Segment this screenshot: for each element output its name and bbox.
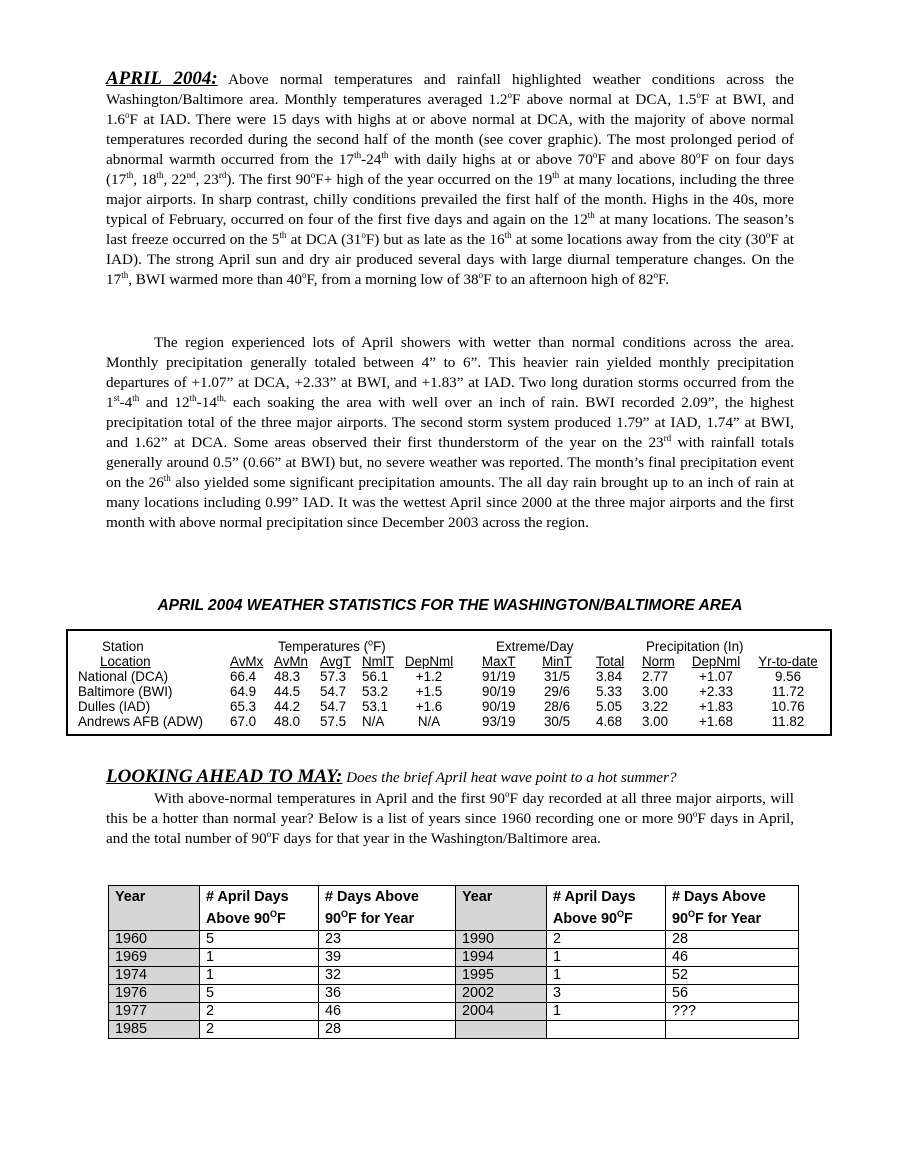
may-title: LOOKING AHEAD TO MAY: bbox=[106, 766, 343, 787]
stats-cell: 57.3 bbox=[320, 669, 347, 684]
stats-cell: 31/5 bbox=[543, 669, 571, 684]
superscript: o bbox=[695, 149, 701, 160]
text-run: F above normal at DCA, 1.5 bbox=[512, 91, 697, 108]
group-precipitation: Precipitation (In) bbox=[646, 639, 744, 654]
stats-cell: 53.1 bbox=[362, 699, 389, 714]
stats-cell: 56.1 bbox=[362, 669, 389, 684]
years-cell: 1974 bbox=[109, 967, 200, 985]
april-title: APRIL 2004: bbox=[106, 68, 218, 89]
header-line-1: # Days Above bbox=[672, 889, 766, 905]
years-table bbox=[108, 885, 799, 1039]
text-run: , 18 bbox=[133, 171, 157, 188]
stats-cell: 28/6 bbox=[543, 699, 571, 714]
stats-column-header: NmlT bbox=[362, 654, 394, 669]
years-cell: 1976 bbox=[109, 985, 200, 1003]
superscript: th bbox=[381, 149, 389, 160]
years-cell: 46 bbox=[666, 949, 799, 967]
years-cell: 56 bbox=[666, 985, 799, 1003]
superscript: th bbox=[156, 169, 164, 180]
stats-cell: 66.4 bbox=[230, 669, 257, 684]
years-cell: 1995 bbox=[456, 967, 547, 985]
header-line-2: Above $90^OF$ bbox=[206, 909, 286, 927]
superscript: th, bbox=[216, 392, 227, 403]
text-run: F on four days (17 bbox=[106, 151, 795, 188]
stats-column-header: AvMn bbox=[274, 654, 308, 669]
text-run: -14 bbox=[196, 394, 217, 411]
years-cell: 2 bbox=[200, 1021, 319, 1039]
years-cell: 1 bbox=[547, 1003, 666, 1021]
years-column-header bbox=[456, 886, 547, 931]
stats-column-header: AvgT bbox=[320, 654, 352, 669]
header-line-1: # April Days bbox=[206, 889, 289, 905]
years-cell bbox=[547, 1021, 666, 1039]
group-extreme: Extreme/Day bbox=[496, 639, 574, 654]
text-run: F at BWI, and 1.6 bbox=[106, 91, 794, 128]
text-run: F) but as late as the 16 bbox=[365, 231, 505, 248]
years-column-header bbox=[666, 886, 799, 931]
stats-cell: +1.2 bbox=[415, 669, 443, 684]
stats-cell: 9.56 bbox=[774, 669, 802, 684]
superscript: o bbox=[692, 808, 698, 819]
text-run: With above-normal temperatures in April and the first 90 bbox=[154, 790, 505, 807]
stats-cell: 5.05 bbox=[596, 699, 623, 714]
years-table-row bbox=[109, 949, 799, 967]
superscript: o bbox=[361, 229, 366, 240]
years-column-header bbox=[547, 886, 666, 931]
stats-column-header: MaxT bbox=[482, 654, 516, 669]
text-run: each soaking the area with well over an inch of rain. BWI recorded 2.09”, the highest precipitation total of the three major airports. The second storm system produced 1.79” at IAD, 1.74” at BWI, and 1.62” at DCA. Some areas observed their first thunderstorm of the year on the 23 bbox=[106, 394, 794, 451]
stats-cell: N/A bbox=[362, 714, 385, 729]
stats-column-header: Location bbox=[100, 654, 151, 669]
text-run: F at IAD. There were 15 days with highs at or above normal at DCA, with the majority of above normal temperatures recorded during the second half of the month (see cover graphic). The most prolonged period of abnormal warmth occurred from the 17 bbox=[106, 111, 794, 168]
stats-cell: 4.68 bbox=[596, 714, 623, 729]
years-cell: 32 bbox=[319, 967, 456, 985]
years-table-row bbox=[109, 1003, 799, 1021]
years-cell: ??? bbox=[666, 1003, 799, 1021]
stats-cell: +1.6 bbox=[415, 699, 443, 714]
stats-column-header: DepNml bbox=[691, 654, 741, 669]
years-cell: 52 bbox=[666, 967, 799, 985]
superscript: o bbox=[124, 109, 130, 120]
april-paragraph-1 bbox=[106, 69, 794, 290]
stats-cell: 48.3 bbox=[274, 669, 301, 684]
years-cell: 1960 bbox=[109, 931, 200, 949]
superscript: rd bbox=[218, 169, 227, 180]
superscript: o bbox=[592, 149, 598, 160]
stats-cell: 53.2 bbox=[362, 684, 389, 699]
header-line-1: Year bbox=[115, 889, 146, 905]
stats-cell: 10.76 bbox=[771, 699, 805, 714]
years-column-header bbox=[319, 886, 456, 931]
header-line-2: $90^OF$ for Year bbox=[325, 909, 415, 927]
stats-cell: 91/19 bbox=[482, 669, 516, 684]
years-cell: 1969 bbox=[109, 949, 200, 967]
stats-column-header: Norm bbox=[642, 654, 675, 669]
years-cell: 1 bbox=[547, 949, 666, 967]
may-body bbox=[106, 790, 794, 847]
may-subtitle: Does the brief April heat wave point to a hot summer? bbox=[342, 769, 677, 786]
superscript: th bbox=[189, 392, 197, 403]
header-line-1: # Days Above bbox=[325, 889, 419, 905]
stats-cell: 54.7 bbox=[320, 699, 347, 714]
text-run: at some locations away from the city (30 bbox=[511, 231, 766, 248]
stats-cell: 5.33 bbox=[596, 684, 623, 699]
text-run: and 12 bbox=[139, 394, 190, 411]
stats-cell: N/A bbox=[417, 714, 441, 729]
text-run: Above normal temperatures and rainfall highlighted weather conditions across the Washington/Baltimore area. Monthly temperatures averaged 1.2 bbox=[106, 71, 794, 108]
years-cell: 39 bbox=[319, 949, 456, 967]
stats-cell: 2.77 bbox=[642, 669, 669, 684]
stats-column-header: AvMx bbox=[230, 654, 264, 669]
stats-column-header: Yr-to-date bbox=[758, 654, 818, 669]
stats-cell: National (DCA) bbox=[78, 669, 169, 684]
stats-column-header: Total bbox=[596, 654, 625, 669]
stats-cell: 64.9 bbox=[230, 684, 257, 699]
superscript: o bbox=[765, 229, 771, 240]
stats-cell: 3.00 bbox=[642, 714, 669, 729]
years-cell: 1 bbox=[200, 949, 319, 967]
group-temperatures: Temperatures ($^o$F) bbox=[278, 637, 386, 654]
years-column-header bbox=[109, 886, 200, 931]
years-cell: 1994 bbox=[456, 949, 547, 967]
years-cell: 2 bbox=[200, 1003, 319, 1021]
superscript: o bbox=[696, 89, 701, 100]
text-run: F days in April, and the total number of 90 bbox=[106, 810, 794, 847]
stats-cell: 11.82 bbox=[771, 714, 805, 729]
stats-cell: 90/19 bbox=[482, 699, 516, 714]
years-cell: 46 bbox=[319, 1003, 456, 1021]
stats-cell: 90/19 bbox=[482, 684, 516, 699]
years-table-row bbox=[109, 985, 799, 1003]
years-cell: 23 bbox=[319, 931, 456, 949]
april-p2-body bbox=[106, 334, 794, 531]
superscript: th bbox=[504, 229, 512, 240]
text-run: F+ high of the year occurred on the 19 bbox=[315, 171, 553, 188]
text-run: F. bbox=[658, 271, 670, 288]
stats-cell: 3.00 bbox=[642, 684, 669, 699]
stats-cell: Dulles (IAD) bbox=[78, 699, 151, 714]
text-run: -24 bbox=[361, 151, 382, 168]
stats-cell: 93/19 bbox=[482, 714, 516, 729]
text-run: with rainfall totals generally around 0.5” (0.66” at BWI) but, no severe weather was reported. The month’s final precipitation event on the 26 bbox=[106, 434, 794, 491]
superscript: th bbox=[279, 229, 287, 240]
superscript: st bbox=[113, 392, 120, 403]
superscript: rd bbox=[663, 432, 672, 443]
years-header-row bbox=[109, 886, 799, 931]
years-cell: 3 bbox=[547, 985, 666, 1003]
years-cell: 5 bbox=[200, 931, 319, 949]
stats-cell: 30/5 bbox=[543, 714, 571, 729]
years-cell: 2 bbox=[547, 931, 666, 949]
text-run: with daily highs at or above 70 bbox=[388, 151, 593, 168]
years-column-header bbox=[200, 886, 319, 931]
april-p1-body bbox=[106, 71, 794, 288]
superscript: th bbox=[163, 472, 171, 483]
text-run: at many locations, including the three major airports. In sharp contrast, chilly conditions prevailed the first half of the month. Highs in the 40s, more typical of February, occurred on four of the first five days and again on the 12 bbox=[106, 171, 795, 228]
years-cell: 2002 bbox=[456, 985, 547, 1003]
superscript: o bbox=[310, 169, 316, 180]
years-cell: 36 bbox=[319, 985, 456, 1003]
stats-table bbox=[66, 629, 832, 736]
stats-cell: Andrews AFB (ADW) bbox=[78, 714, 204, 729]
years-cell: 1 bbox=[547, 967, 666, 985]
text-run: F and above 80 bbox=[597, 151, 696, 168]
superscript: o bbox=[478, 269, 484, 280]
text-run: also yielded some significant precipitation amounts. The all day rain brought up to an inch of rain at many locations including 0.99” IAD. It was the wettest April since 2000 at the three major airports and the first month with above normal precipitation since December 2003 across the region. bbox=[106, 474, 794, 531]
april-paragraph-2 bbox=[106, 333, 794, 533]
text-run: , 22 bbox=[163, 171, 187, 188]
text-run: F, from a morning low of 38 bbox=[306, 271, 479, 288]
years-cell: 1985 bbox=[109, 1021, 200, 1039]
superscript: th bbox=[587, 209, 595, 220]
header-line-1: Year bbox=[462, 889, 493, 905]
text-run: F at IAD). The strong April sun and dry air produced several days with large diurnal temperature changes. On the 17 bbox=[106, 231, 794, 288]
text-run: F days for that year in the Washington/Baltimore area. bbox=[271, 830, 601, 847]
may-heading-line bbox=[106, 767, 794, 788]
text-run: ). The first 90 bbox=[226, 171, 311, 188]
stats-cell: 44.5 bbox=[274, 684, 301, 699]
stats-column-header: MinT bbox=[542, 654, 572, 669]
superscript: o bbox=[301, 269, 307, 280]
header-line-2: $90^OF$ for Year bbox=[672, 909, 762, 927]
stats-column-header: DepNml bbox=[404, 654, 454, 669]
years-table-row bbox=[109, 931, 799, 949]
text-run: F to an afternoon high of 82 bbox=[483, 271, 654, 288]
years-cell: 28 bbox=[666, 931, 799, 949]
stats-cell: 67.0 bbox=[230, 714, 257, 729]
superscript: th bbox=[552, 169, 560, 180]
header-line-1: # April Days bbox=[553, 889, 636, 905]
stats-cell: 11.72 bbox=[771, 684, 805, 699]
stats-heading: APRIL 2004 WEATHER STATISTICS FOR THE WASHINGTON/BALTIMORE AREA bbox=[157, 597, 743, 614]
superscript: o bbox=[504, 788, 510, 799]
years-cell: 28 bbox=[319, 1021, 456, 1039]
years-cell: 1990 bbox=[456, 931, 547, 949]
stats-cell: +2.33 bbox=[699, 684, 733, 699]
superscript: th bbox=[354, 149, 362, 160]
superscript: nd bbox=[186, 169, 196, 180]
stats-cell: 3.84 bbox=[596, 669, 623, 684]
header-line-2: Above $90^OF$ bbox=[553, 909, 633, 927]
stats-cell: 44.2 bbox=[274, 699, 301, 714]
years-cell: 2004 bbox=[456, 1003, 547, 1021]
stats-cell: 29/6 bbox=[543, 684, 571, 699]
stats-cell: 65.3 bbox=[230, 699, 257, 714]
stats-cell: +1.5 bbox=[415, 684, 443, 699]
stats-cell: 3.22 bbox=[642, 699, 669, 714]
text-run: -4 bbox=[119, 394, 133, 411]
superscript: o bbox=[507, 89, 513, 100]
superscript: o bbox=[266, 828, 272, 839]
superscript: th bbox=[132, 392, 140, 403]
superscript: th bbox=[126, 169, 134, 180]
stats-cell: 48.0 bbox=[274, 714, 301, 729]
text-run: F day recorded at all three major airports, will this be a hotter than normal year? Below is a list of years since 1960 recording one or more 90 bbox=[106, 790, 794, 827]
years-table-row bbox=[109, 1021, 799, 1039]
may-paragraph bbox=[106, 789, 794, 849]
years-cell bbox=[666, 1021, 799, 1039]
superscript: o bbox=[653, 269, 659, 280]
stats-cell: Baltimore (BWI) bbox=[78, 684, 173, 699]
years-cell bbox=[456, 1021, 547, 1039]
years-cell: 1 bbox=[200, 967, 319, 985]
stats-cell: 57.5 bbox=[320, 714, 347, 729]
years-cell: 5 bbox=[200, 985, 319, 1003]
stats-cell: +1.07 bbox=[699, 669, 733, 684]
text-run: The region experienced lots of April showers with wetter than normal conditions across the area. Monthly precipitation generally totaled between 4” to 6”. This heavier rain yielded monthly precipitation departures of +1.07” at DCA, +2.33” at BWI, and +1.83” at IAD. Two long duration storms occurred from the 1 bbox=[106, 334, 794, 411]
stats-cell: +1.68 bbox=[699, 714, 733, 729]
stats-cell: +1.83 bbox=[699, 699, 733, 714]
text-run: , 23 bbox=[195, 171, 219, 188]
years-cell: 1977 bbox=[109, 1003, 200, 1021]
text-run: at many locations. The season’s last freeze occurred on the 5 bbox=[106, 211, 794, 248]
superscript: th bbox=[121, 269, 129, 280]
stats-cell: 54.7 bbox=[320, 684, 347, 699]
text-run: at DCA (31 bbox=[286, 231, 362, 248]
years-table-row bbox=[109, 967, 799, 985]
text-run: , BWI warmed more than 40 bbox=[128, 271, 302, 288]
group-station: Station bbox=[102, 639, 144, 654]
